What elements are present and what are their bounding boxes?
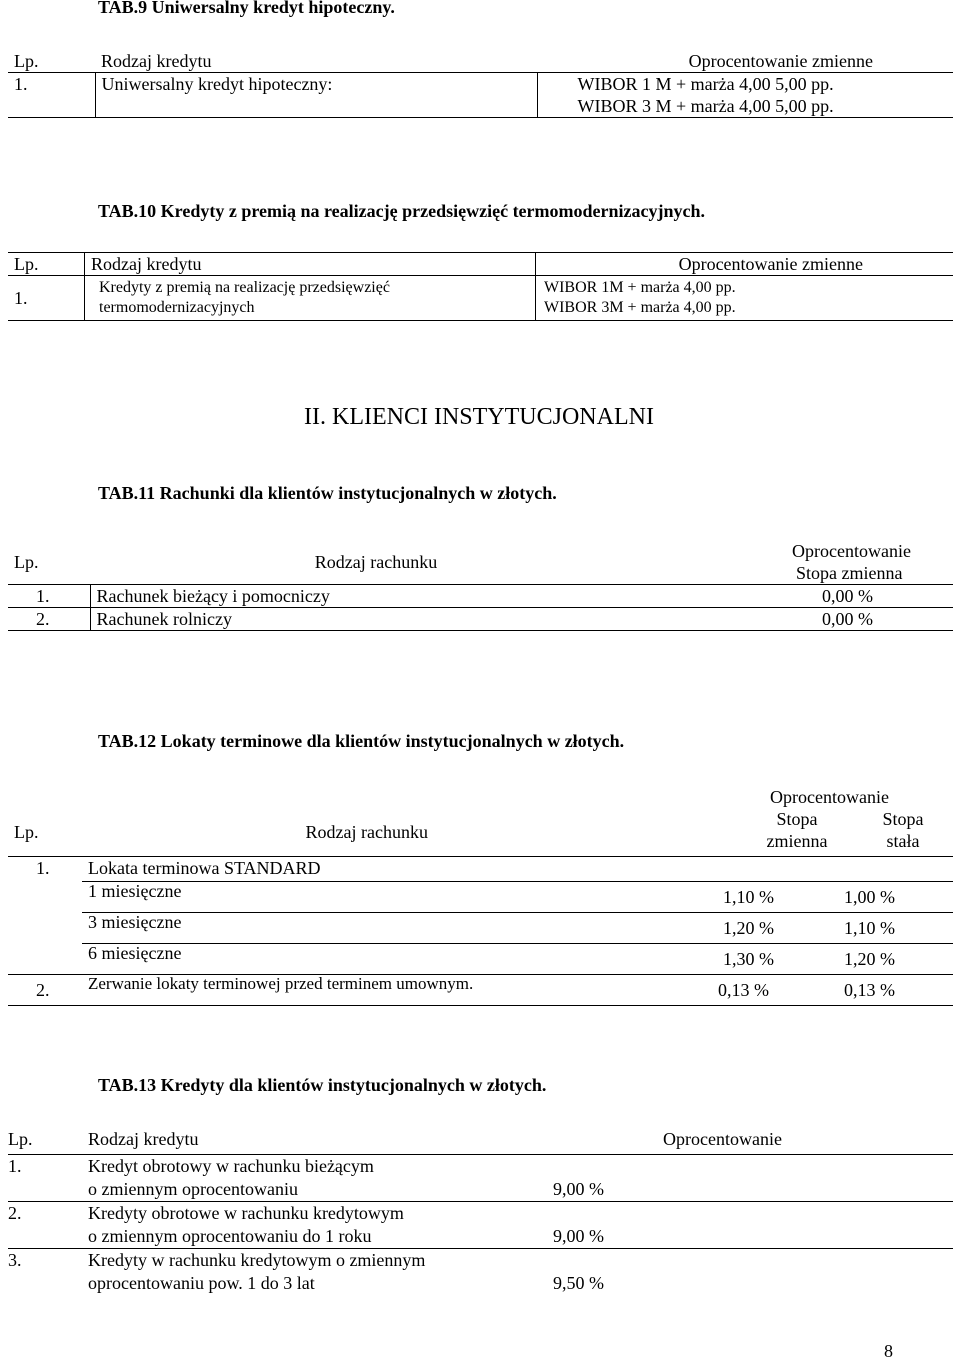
tab13-row2-name-1: Kredyty obrotowe w rachunku kredytowym [88,1203,404,1223]
tab12-row4-name: 6 miesięczne [88,943,182,963]
tab10-header-rate: Oprocentowanie zmienne [536,253,954,276]
tab13-row1-lp: 1. [8,1156,22,1176]
tab13-row3-name-1: Kredyty w rachunku kredytowym o zmiennym [88,1250,426,1270]
tab12-table [8,786,953,852]
tab12-header-row [8,786,953,852]
tab12-row2-variable: 1,10 % [723,887,774,907]
tab13-row2-lp: 2. [8,1203,22,1223]
tab12-body [8,856,953,1006]
tab12-row2-fixed: 1,00 % [844,887,895,907]
tab11-row2-rate: 0,00 % [662,608,953,631]
table-row [82,943,953,974]
tab12-row5-variable: 0,13 % [718,980,769,1000]
tab12-row2-name: 1 miesięczne [88,881,182,901]
tab13-header-rate: Oprocentowanie [663,1129,782,1149]
tab11-header-rate: Oprocentowanie [792,541,911,561]
tab10-title: TAB.10 Kredyty z premią na realizację przedsięwzięć termomodernizacyjnych. [98,201,706,221]
tab13-table [8,1128,953,1295]
page-number: 8 [884,1341,893,1361]
tab11-header-rate-sub: Stopa zmienna [796,563,903,583]
tab12-header-type: Rodzaj rachunku [305,822,429,842]
tab10-header-row [8,253,953,276]
tab13-title: TAB.13 Kredyty dla klientów instytucjonalnych w złotych. [98,1075,547,1095]
tab10-row1-rate-1: WIBOR 1M + marża 4,00 pp. [544,279,736,296]
table-row [8,276,953,321]
tab12-row4-fixed: 1,20 % [844,949,895,969]
tab9-row1-name: Uniwersalny kredyt hipoteczny: [95,73,537,118]
tab10-header-type: Rodzaj kredytu [85,253,536,276]
tab12-title: TAB.12 Lokaty terminowe dla klientów instytucjonalnych w złotych. [98,731,625,751]
tab11-row2-lp: 2. [8,608,90,631]
tab12-header-fixed-1: Stopa [882,809,924,829]
tab10-row1-rate-2: WIBOR 3M + marża 4,00 pp. [544,299,736,316]
tab9-table [8,50,953,118]
tab11-title: TAB.11 Rachunki dla klientów instytucjonalnych w złotych. [98,483,557,503]
tab11-header-type: Rodzaj rachunku [314,552,438,572]
tab12-row3-variable: 1,20 % [723,918,774,938]
tab10-row1-name-2: termomodernizacyjnych [99,299,255,316]
tab10-row1-name-1: Kredyty z premią na realizację przedsięwzięć [99,279,390,296]
tab11-row1-lp: 1. [8,585,90,608]
table-row [82,881,953,912]
table-row [8,856,953,881]
tab11-row2-name: Rachunek rolniczy [90,608,662,631]
tab12-header-rate: Oprocentowanie [770,787,889,807]
tab13-row3-rate: 9,50 % [553,1273,604,1293]
tab13-row2-rate: 9,00 % [553,1226,604,1246]
table-row [8,585,953,608]
section-heading: II. KLIENCI INSTYTUCJONALNI [304,404,654,430]
tab11-row1-rate: 0,00 % [662,585,953,608]
tab13-row1-name-1: Kredyt obrotowy w rachunku bieżącym [88,1156,374,1176]
tab13-header-type: Rodzaj kredytu [88,1129,199,1149]
table-row [8,974,953,1006]
tab12-header-variable-2: zmienna [766,831,828,851]
tab10-row1-lp: 1. [8,276,85,321]
tab12-row4-variable: 1,30 % [723,949,774,969]
tab13-row1-rate: 9,00 % [553,1179,604,1199]
tab11-header-row [8,540,953,585]
table-row [82,912,953,943]
table-row [8,1154,953,1201]
tab9-header-lp: Lp. [14,51,39,71]
tab11-row1-name: Rachunek bieżący i pomocniczy [90,585,662,608]
tab9-row1-lp: 1. [8,73,95,118]
tab12-row1-name: Lokata terminowa STANDARD [88,858,321,878]
tab12-row1-lp: 1. [36,858,50,878]
tab12-row3-fixed: 1,10 % [844,918,895,938]
tab13-row3-name-2: oprocentowaniu pow. 1 do 3 lat [88,1273,315,1293]
tab9-header-row [8,50,953,73]
tab13-row2-name-2: o zmiennym oprocentowaniu do 1 roku [88,1226,372,1246]
tab9-row1-rate-2: WIBOR 3 M + marża 4,00 5,00 pp. [577,96,834,116]
tab12-row5-lp: 2. [36,980,50,1000]
table-row [8,1248,953,1295]
tab12-header-fixed-2: stała [886,831,920,851]
table-row [8,1201,953,1248]
table-row [8,608,953,631]
tab11-header-lp: Lp. [14,552,39,572]
tab13-row3-lp: 3. [8,1250,22,1270]
tab13-header-lp: Lp. [8,1129,33,1149]
tab12-header-lp: Lp. [14,822,39,842]
tab13-header-row [8,1128,953,1154]
tab10-table [8,252,953,321]
tab9-title: TAB.9 Uniwersalny kredyt hipoteczny. [98,0,395,17]
table-row [8,73,953,118]
tab9-header-type: Rodzaj kredytu [101,51,212,71]
tab12-row5-fixed: 0,13 % [844,980,895,1000]
tab13-row1-name-2: o zmiennym oprocentowaniu [88,1179,298,1199]
tab9-row1-rate-1: WIBOR 1 M + marża 4,00 5,00 pp. [577,74,834,94]
tab12-row3-name: 3 miesięczne [88,912,182,932]
tab12-row5-name: Zerwanie lokaty terminowej przed terminem umownym. [88,974,474,993]
tab10-header-lp: Lp. [8,253,85,276]
tab11-table [8,540,953,631]
tab12-header-variable-1: Stopa [776,809,818,829]
tab9-header-rate: Oprocentowanie zmienne [688,51,873,71]
